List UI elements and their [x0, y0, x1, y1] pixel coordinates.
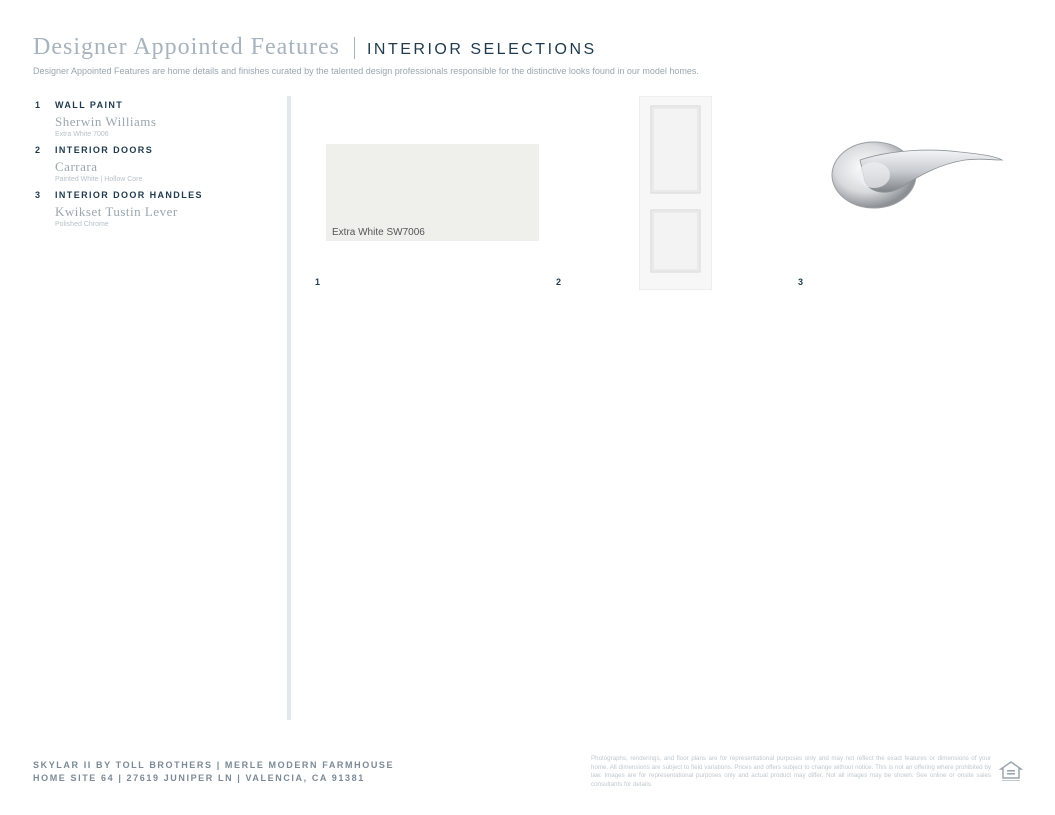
door-image [639, 96, 712, 290]
page-subtitle: INTERIOR SELECTIONS [366, 41, 597, 58]
item-detail: Painted White | Hollow Core [55, 176, 143, 183]
item-number: 3 [35, 190, 42, 200]
page-description: Designer Appointed Features are home details and finishes curated by the talented design professionals responsible for the distinctive looks found in our model homes. [33, 66, 699, 76]
list-item [35, 145, 275, 183]
image-number: 2 [556, 277, 562, 287]
title-divider [354, 37, 355, 59]
list-item [35, 100, 275, 138]
item-number: 2 [35, 145, 42, 155]
paint-swatch [326, 144, 539, 241]
list-item [35, 190, 275, 228]
selection-list [35, 100, 275, 235]
swatch-label: Extra White SW7006 [332, 227, 425, 238]
vertical-divider [287, 96, 291, 720]
footer-line-2: HOME SITE 64 | 27619 JUNIPER LN | VALENCIA, CA 91381 [33, 773, 365, 783]
item-name: Sherwin Williams [55, 114, 157, 129]
item-detail: Polished Chrome [55, 221, 109, 228]
header [33, 34, 597, 61]
item-number: 1 [35, 100, 42, 110]
footer-address [33, 759, 394, 785]
footer-line-1: SKYLAR II BY TOLL BROTHERS | MERLE MODERN FARMHOUSE [33, 760, 395, 770]
item-name: Carrara [55, 159, 98, 174]
image-number: 1 [315, 277, 321, 287]
footer-disclaimer: Photographs, renderings, and floor plans are for representational purposes only and may not reflect the exact features or dimensions of your home. All dimensions are subject to field variations. Prices and offers subject to change without notice. This is not an offering where prohibited by law. Images are for representational purposes only and actual product may differ. Not all images may be shown. See online or onsite sales consultants for details. [591, 755, 991, 788]
item-category: WALL PAINT [55, 100, 124, 110]
item-detail: Extra White 7006 [55, 131, 109, 138]
item-category: INTERIOR DOOR HANDLES [55, 190, 203, 200]
equal-housing-icon [999, 759, 1023, 783]
door-handle-image [830, 120, 1005, 210]
item-category: INTERIOR DOORS [55, 145, 154, 155]
page-title: Designer Appointed Features [33, 34, 340, 60]
item-name: Kwikset Tustin Lever [55, 204, 178, 219]
image-number: 3 [798, 277, 804, 287]
